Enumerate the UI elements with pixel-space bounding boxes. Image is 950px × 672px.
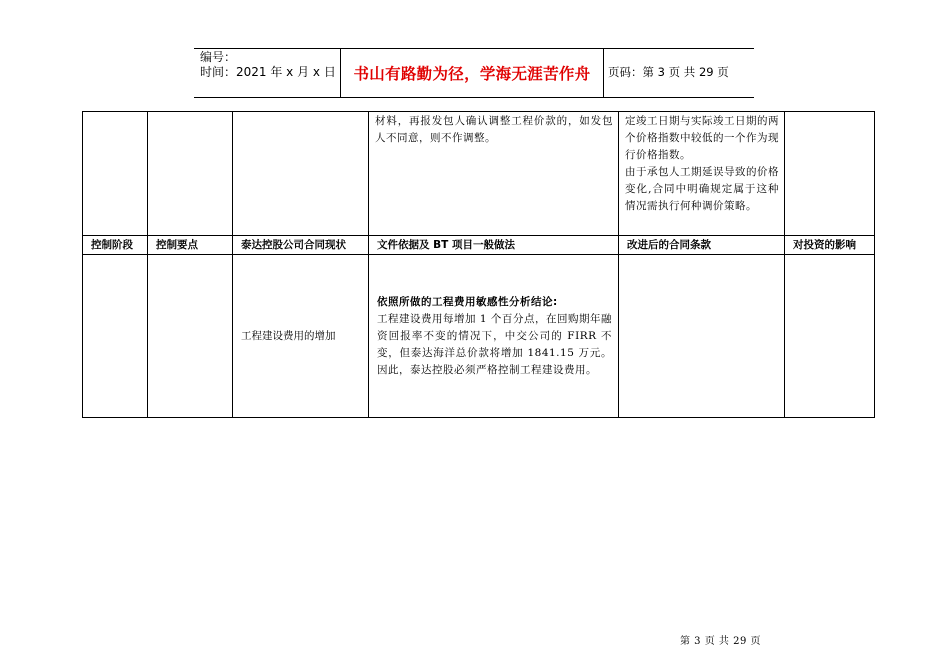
column-header: 泰达控股公司合同现状: [233, 236, 369, 255]
column-header: 控制要点: [148, 236, 233, 255]
table-row: [83, 112, 875, 236]
header-divider: [603, 48, 604, 97]
table-cell-status: 工程建设费用的增加: [233, 255, 369, 418]
table-cell: [83, 255, 148, 418]
header-page-info: 页码：第 3 页 共 29 页: [608, 65, 729, 79]
column-header: 对投资的影响: [785, 236, 875, 255]
column-header: 文件依据及 BT 项目一般做法: [369, 236, 619, 255]
document-number-label: 编号：: [200, 50, 237, 64]
table-cell-practice: 依照所做的工程费用敏感性分析结论: 工程建设费用每增加 1 个百分点，在回购期年融资回报率不变的情况下，中交公司的 FIRR 不变，但泰达海洋总价款将增加 1841.15 万元。因此，泰达控股必须严格控制工程建设费用。: [369, 255, 619, 418]
page-footer: 第 3 页 共 29 页: [680, 636, 761, 647]
column-header: 改进后的合同条款: [619, 236, 785, 255]
column-header: 控制阶段: [83, 236, 148, 255]
header-meta: [200, 50, 336, 80]
table-cell-improved-clause: 定竣工日期与实际竣工日期的两个价格指数中较低的一个作为现行价格指数。 由于承包人工期延误导致的价格变化,合同中明确规定属于这种情况需执行何种调价策略。: [619, 112, 785, 236]
table-cell-practice: 材料，再报发包人确认调整工程价款的，如发包人不同意，则不作调整。: [369, 112, 619, 236]
header-motto: 书山有路勤为径，学海无涯苦作舟: [353, 64, 591, 83]
table-cell: [83, 112, 148, 236]
table-cell: [785, 255, 875, 418]
contract-control-table: [82, 111, 875, 418]
table-cell: [148, 255, 233, 418]
header-bottom-rule: [194, 97, 754, 98]
header-divider: [340, 48, 341, 97]
table-header-row: [83, 236, 875, 255]
table-row: [83, 255, 875, 418]
document-date-label: 时间：2021 年 x 月 x 日: [200, 65, 336, 79]
table-cell: [148, 112, 233, 236]
table-cell: [619, 255, 785, 418]
table-cell: [785, 112, 875, 236]
table-cell: [233, 112, 369, 236]
